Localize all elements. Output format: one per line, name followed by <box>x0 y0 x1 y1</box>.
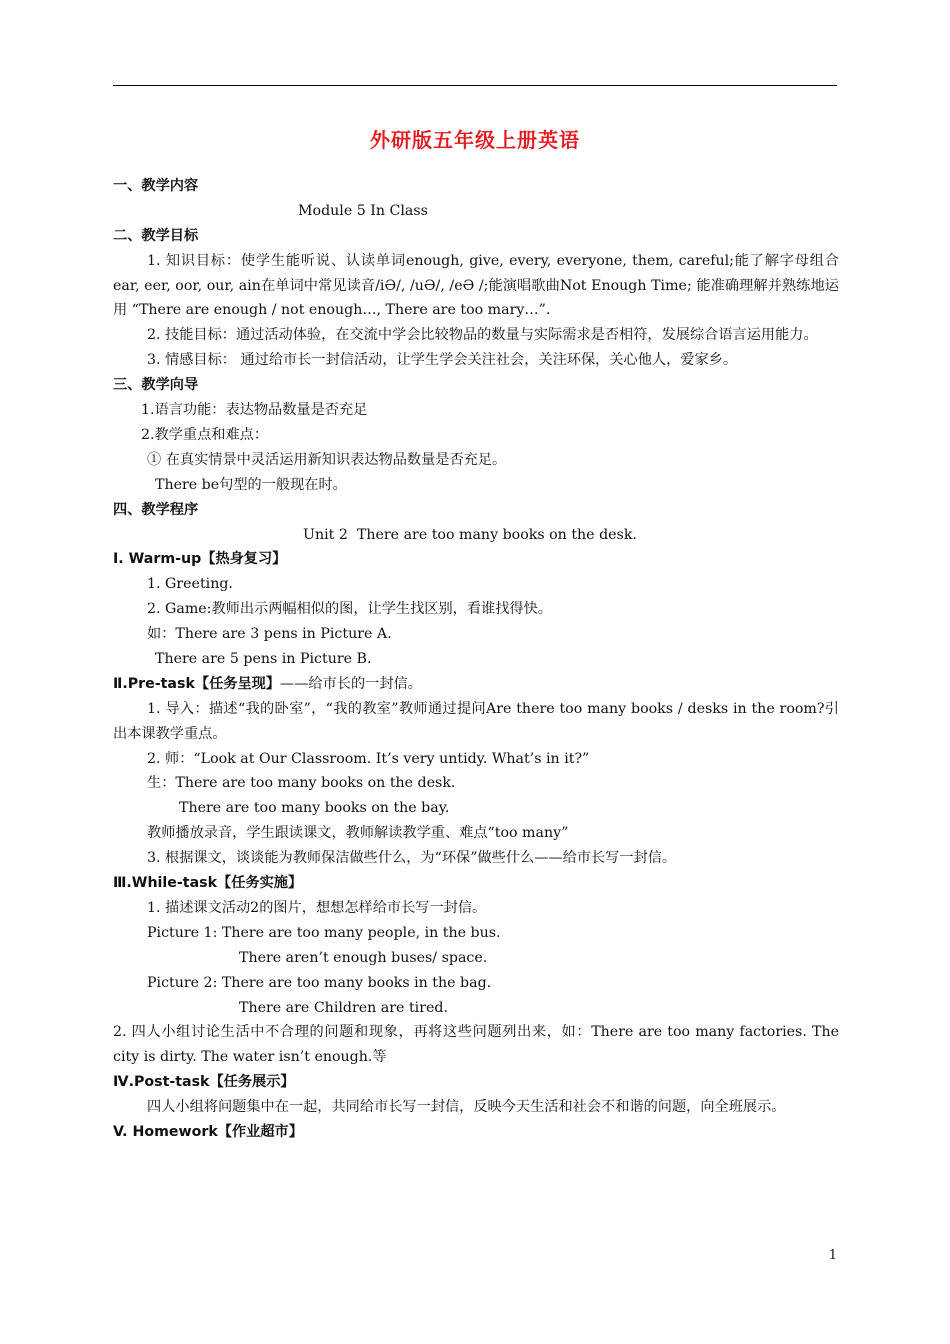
objective-knowledge: 1. 知识目标：使学生能听说、认读单词enough, give, every, everyone, them, careful;能了解字母组合ear, eer, oor, our, ain在单词中常见读音/iƏ/, /uƏ/, /eƏ /;能演唱歌曲Not Enough Time; 能准确理解并熟练地运用 “There are enough / not enough…, There are too mary…”. <box>113 252 839 319</box>
posttask-heading: Ⅳ.Post-task【任务展示】 <box>113 1074 295 1091</box>
warmup-line: There are 5 pens in Picture B. <box>155 651 372 667</box>
header-rule <box>113 85 837 86</box>
pretask-line: 1. 导入：描述“我的卧室”，“我的教室”教师通过提问Are there too many books / desks in the room?引出本课教学重点。 <box>113 700 839 742</box>
whiletask-line: 1. 描述课文活动2的图片，想想怎样给市长写一封信。 <box>147 899 487 916</box>
pretask-heading-tail: ——给市长的一封信。 <box>280 675 422 692</box>
warmup-line: 如：There are 3 pens in Picture A. <box>147 626 392 643</box>
whiletask-line: Picture 1: There are too many people, in the bus. <box>147 924 501 941</box>
warmup-line: 2. Game:教师出示两幅相似的图，让学生找区别，看谁找得快。 <box>147 601 552 618</box>
objective-skills: 2. 技能目标：通过活动体验，在交流中学会比较物品的数量与实际需求是否相符，发展综合语言运用能力。 <box>147 327 818 344</box>
pretask-line: 教师播放录音，学生跟读课文，教师解读教学重、难点“too many” <box>147 825 569 842</box>
section-heading-procedure: 四、教学程序 <box>113 501 199 518</box>
page-number: 1 <box>828 1248 837 1263</box>
guidance-item: ① 在真实情景中灵活运用新知识表达物品数量是否充足。 <box>147 451 507 468</box>
guidance-item: 1.语言功能：表达物品数量是否充足 <box>141 402 368 419</box>
homework-heading: V. Homework【作业超市】 <box>113 1124 303 1140</box>
guidance-item: 2.教学重点和难点： <box>141 426 269 443</box>
document-title: 外研版五年级上册英语 <box>370 128 580 152</box>
section-heading-objectives: 二、教学目标 <box>113 227 199 244</box>
pretask-line: 生：There are too many books on the desk. <box>147 775 456 792</box>
whiletask-line: 2. 四人小组讨论生活中不合理的问题和现象，再将这些问题列出来，如：There are too many factories. The city is dirty. The water isn’t enough.等 <box>113 1024 839 1066</box>
posttask-line: 四人小组将问题集中在一起，共同给市长写一封信，反映今天生活和社会不和谐的问题，向全班展示。 <box>147 1099 786 1116</box>
document-body <box>113 174 839 1145</box>
section-heading-guidance: 三、教学向导 <box>113 377 199 394</box>
module-title: Module 5 In Class <box>298 202 428 219</box>
warmup-line: 1. Greeting. <box>147 576 233 593</box>
objective-emotion: 3. 情感目标： 通过给市长一封信活动，让学生学会关注社会，关注环保，关心他人，爱家乡。 <box>147 352 738 369</box>
whiletask-heading: Ⅲ.While-task【任务实施】 <box>113 875 303 892</box>
pretask-line: 3. 根据课文，谈谈能为教师保洁做些什么，为“环保”做些什么——给市长写一封信。 <box>147 850 677 867</box>
whiletask-line: There are Children are tired. <box>239 999 448 1016</box>
pretask-line: There are too many books on the bay. <box>179 800 450 817</box>
guidance-item: There be句型的一般现在时。 <box>155 476 347 493</box>
pretask-line: 2. 师：“Look at Our Classroom. It’s very untidy. What’s in it?” <box>147 750 590 767</box>
section-heading-content: 一、教学内容 <box>113 178 199 194</box>
whiletask-line: There aren’t enough buses/ space. <box>239 949 488 966</box>
pretask-heading: Ⅱ.Pre-task【任务呈现】 <box>113 675 281 692</box>
unit-title: Unit 2 There are too many books on the desk. <box>303 526 637 543</box>
pretask-heading-line <box>113 672 839 697</box>
warmup-heading: Ⅰ. Warm-up【热身复习】 <box>113 551 287 568</box>
whiletask-line: Picture 2: There are too many books in the bag. <box>147 974 492 991</box>
